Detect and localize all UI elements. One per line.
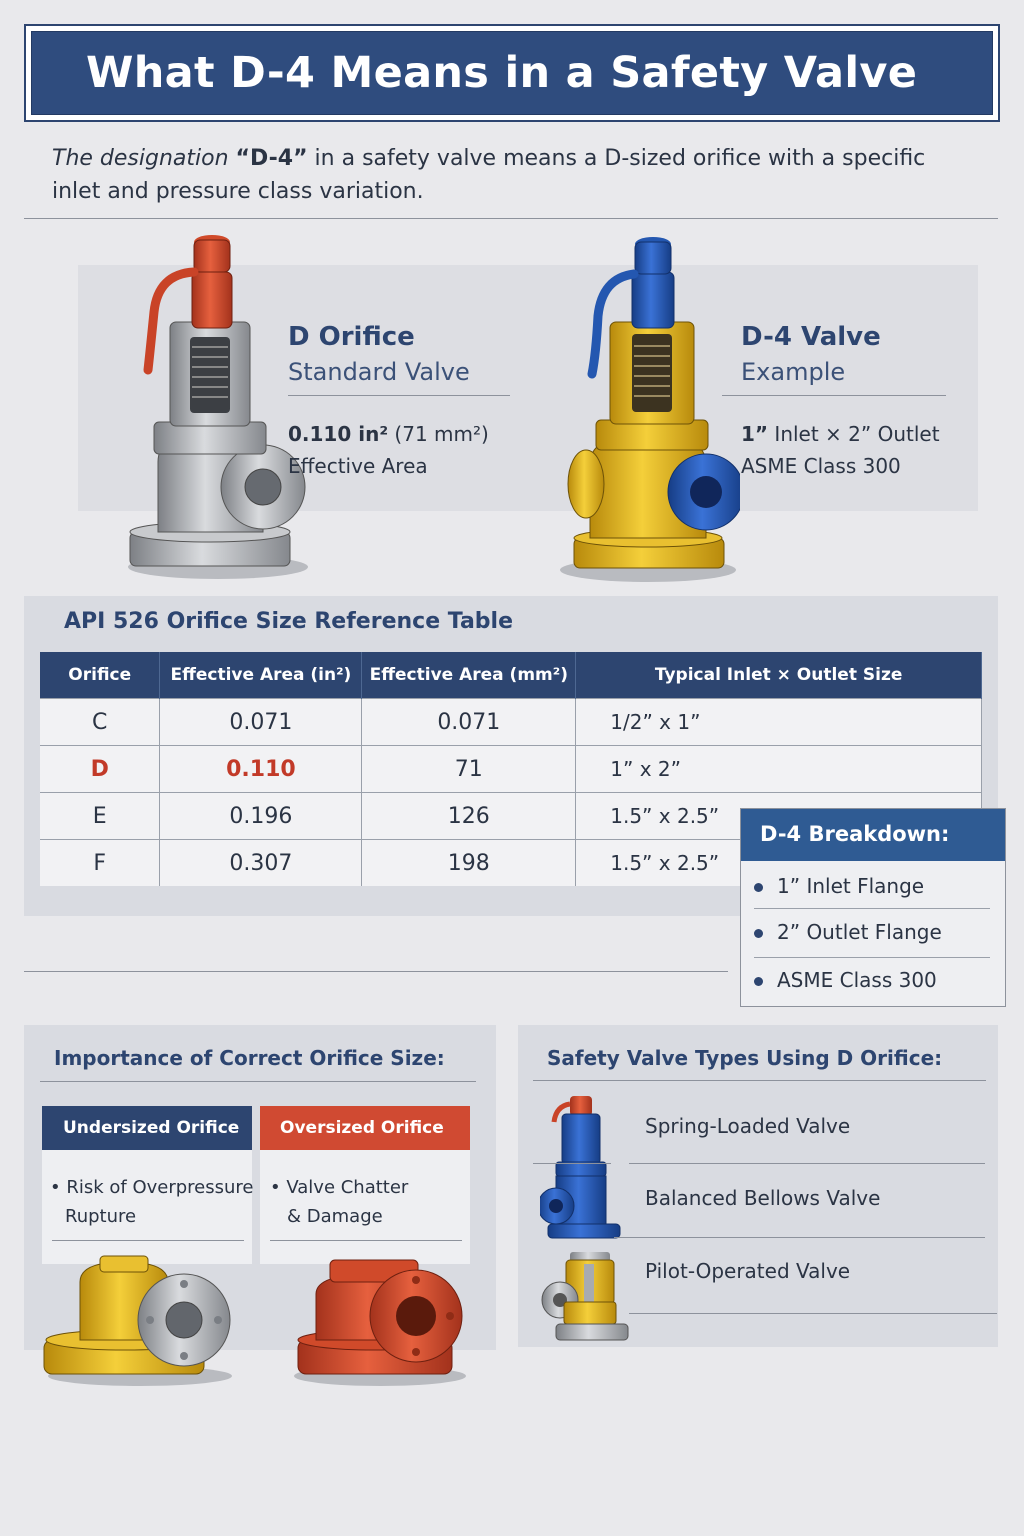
cell-area-in2: 0.071 (160, 699, 362, 746)
header-size: Typical Inlet × Outlet Size (576, 652, 982, 699)
cell-area-in2: 0.307 (160, 840, 362, 887)
oversized-label: Oversized Orifice (280, 1118, 444, 1138)
breakdown-item-label: 2” Outlet Flange (777, 920, 942, 944)
breakdown-item (754, 920, 942, 944)
cell-size: 1” x 2” (576, 746, 982, 793)
cell-size: 1.5” x 2.5” (576, 840, 982, 887)
section-divider (24, 971, 728, 972)
cell-area-mm2: 126 (362, 793, 576, 840)
valve-types-title: Safety Valve Types Using D Orifice: (547, 1046, 943, 1070)
undersized-valve-illustration (40, 1252, 252, 1388)
cell-orifice: E (40, 793, 160, 840)
d-orifice-area (288, 418, 489, 482)
valve-type-item: Balanced Bellows Valve (645, 1186, 881, 1210)
d-orifice-area-value: 0.110 in² (288, 422, 389, 446)
cell-area-mm2: 198 (362, 840, 576, 887)
importance-divider (40, 1081, 476, 1082)
undersized-divider (52, 1240, 244, 1241)
d4-breakdown-title: D-4 Breakdown: (760, 822, 950, 846)
table-row-highlighted (40, 746, 982, 793)
undersized-line1: • Risk of Overpressure (50, 1177, 254, 1198)
cell-orifice: D (40, 746, 160, 793)
header-orifice: Orifice (40, 652, 160, 699)
importance-title: Importance of Correct Orifice Size: (54, 1046, 445, 1070)
oversized-valve-illustration (290, 1252, 480, 1388)
cell-area-mm2: 71 (362, 746, 576, 793)
intro-rest-line1: in a safety valve means a D-sized orifice with a specific (307, 146, 926, 171)
reference-table-title: API 526 Orifice Size Reference Table (64, 609, 514, 634)
intro-divider (24, 218, 998, 219)
table-header-row (40, 652, 982, 699)
oversized-line1: • Valve Chatter (270, 1177, 409, 1198)
oversized-divider (270, 1240, 462, 1241)
table-row (40, 699, 982, 746)
cell-size: 1.5” x 2.5” (576, 793, 982, 840)
breakdown-item (754, 874, 924, 898)
intro-line2: inlet and pressure class variation. (52, 179, 424, 204)
d4-valve-details (741, 418, 940, 482)
spring-loaded-valve-icon (540, 1094, 626, 1246)
cell-orifice: F (40, 840, 160, 887)
breakdown-divider (754, 908, 990, 909)
bullet-icon (754, 883, 763, 892)
breakdown-item-label: 1” Inlet Flange (777, 874, 925, 898)
cell-size: 1/2” x 1” (576, 699, 982, 746)
d4-valve-subtitle: Example (741, 358, 846, 386)
bullet-icon (754, 929, 763, 938)
valve-type-item: Spring-Loaded Valve (645, 1114, 851, 1138)
undersized-line2: Rupture (65, 1206, 137, 1227)
cell-area-in2: 0.196 (160, 793, 362, 840)
d-orifice-valve-illustration (118, 232, 308, 584)
intro-designation: “D-4” (235, 146, 308, 171)
d4-inlet-strong: 1” (741, 422, 769, 446)
cell-area-in2: 0.110 (160, 746, 362, 793)
types-item-divider (629, 1313, 997, 1314)
types-divider (533, 1080, 986, 1081)
d4-inlet-rest: Inlet × 2” Outlet (768, 422, 940, 446)
d-orifice-title: D Orifice (288, 322, 415, 352)
valve-type-item: Pilot-Operated Valve (645, 1259, 851, 1283)
d-orifice-subtitle: Standard Valve (288, 358, 470, 386)
intro-prefix: The designation (52, 146, 236, 171)
types-item-divider (614, 1237, 985, 1238)
intro-text (52, 142, 952, 208)
page-title: What D-4 Means in a Safety Valve (86, 48, 918, 98)
d4-class: ASME Class 300 (741, 454, 901, 478)
header-area-in2: Effective Area (in²) (160, 652, 362, 699)
pilot-operated-valve-icon (540, 1250, 630, 1346)
d4-valve-title: D-4 Valve (741, 322, 881, 352)
oversized-text (270, 1173, 408, 1231)
undersized-text (50, 1173, 253, 1231)
undersized-label: Undersized Orifice (63, 1118, 240, 1138)
cell-area-mm2: 0.071 (362, 699, 576, 746)
d-orifice-area-label: Effective Area (288, 454, 428, 478)
breakdown-divider (754, 957, 990, 958)
d4-valve-illustration (560, 234, 740, 584)
header-area-mm2: Effective Area (mm²) (362, 652, 576, 699)
bullet-icon (754, 977, 763, 986)
breakdown-item (754, 968, 937, 992)
oversized-line2: & Damage (287, 1206, 383, 1227)
d-orifice-area-metric: (71 mm²) (388, 422, 489, 446)
breakdown-item-label: ASME Class 300 (777, 968, 937, 992)
d4-valve-divider (722, 395, 946, 396)
types-item-divider (629, 1163, 985, 1164)
d-orifice-divider (288, 395, 510, 396)
cell-orifice: C (40, 699, 160, 746)
types-stub-divider (533, 1163, 611, 1164)
